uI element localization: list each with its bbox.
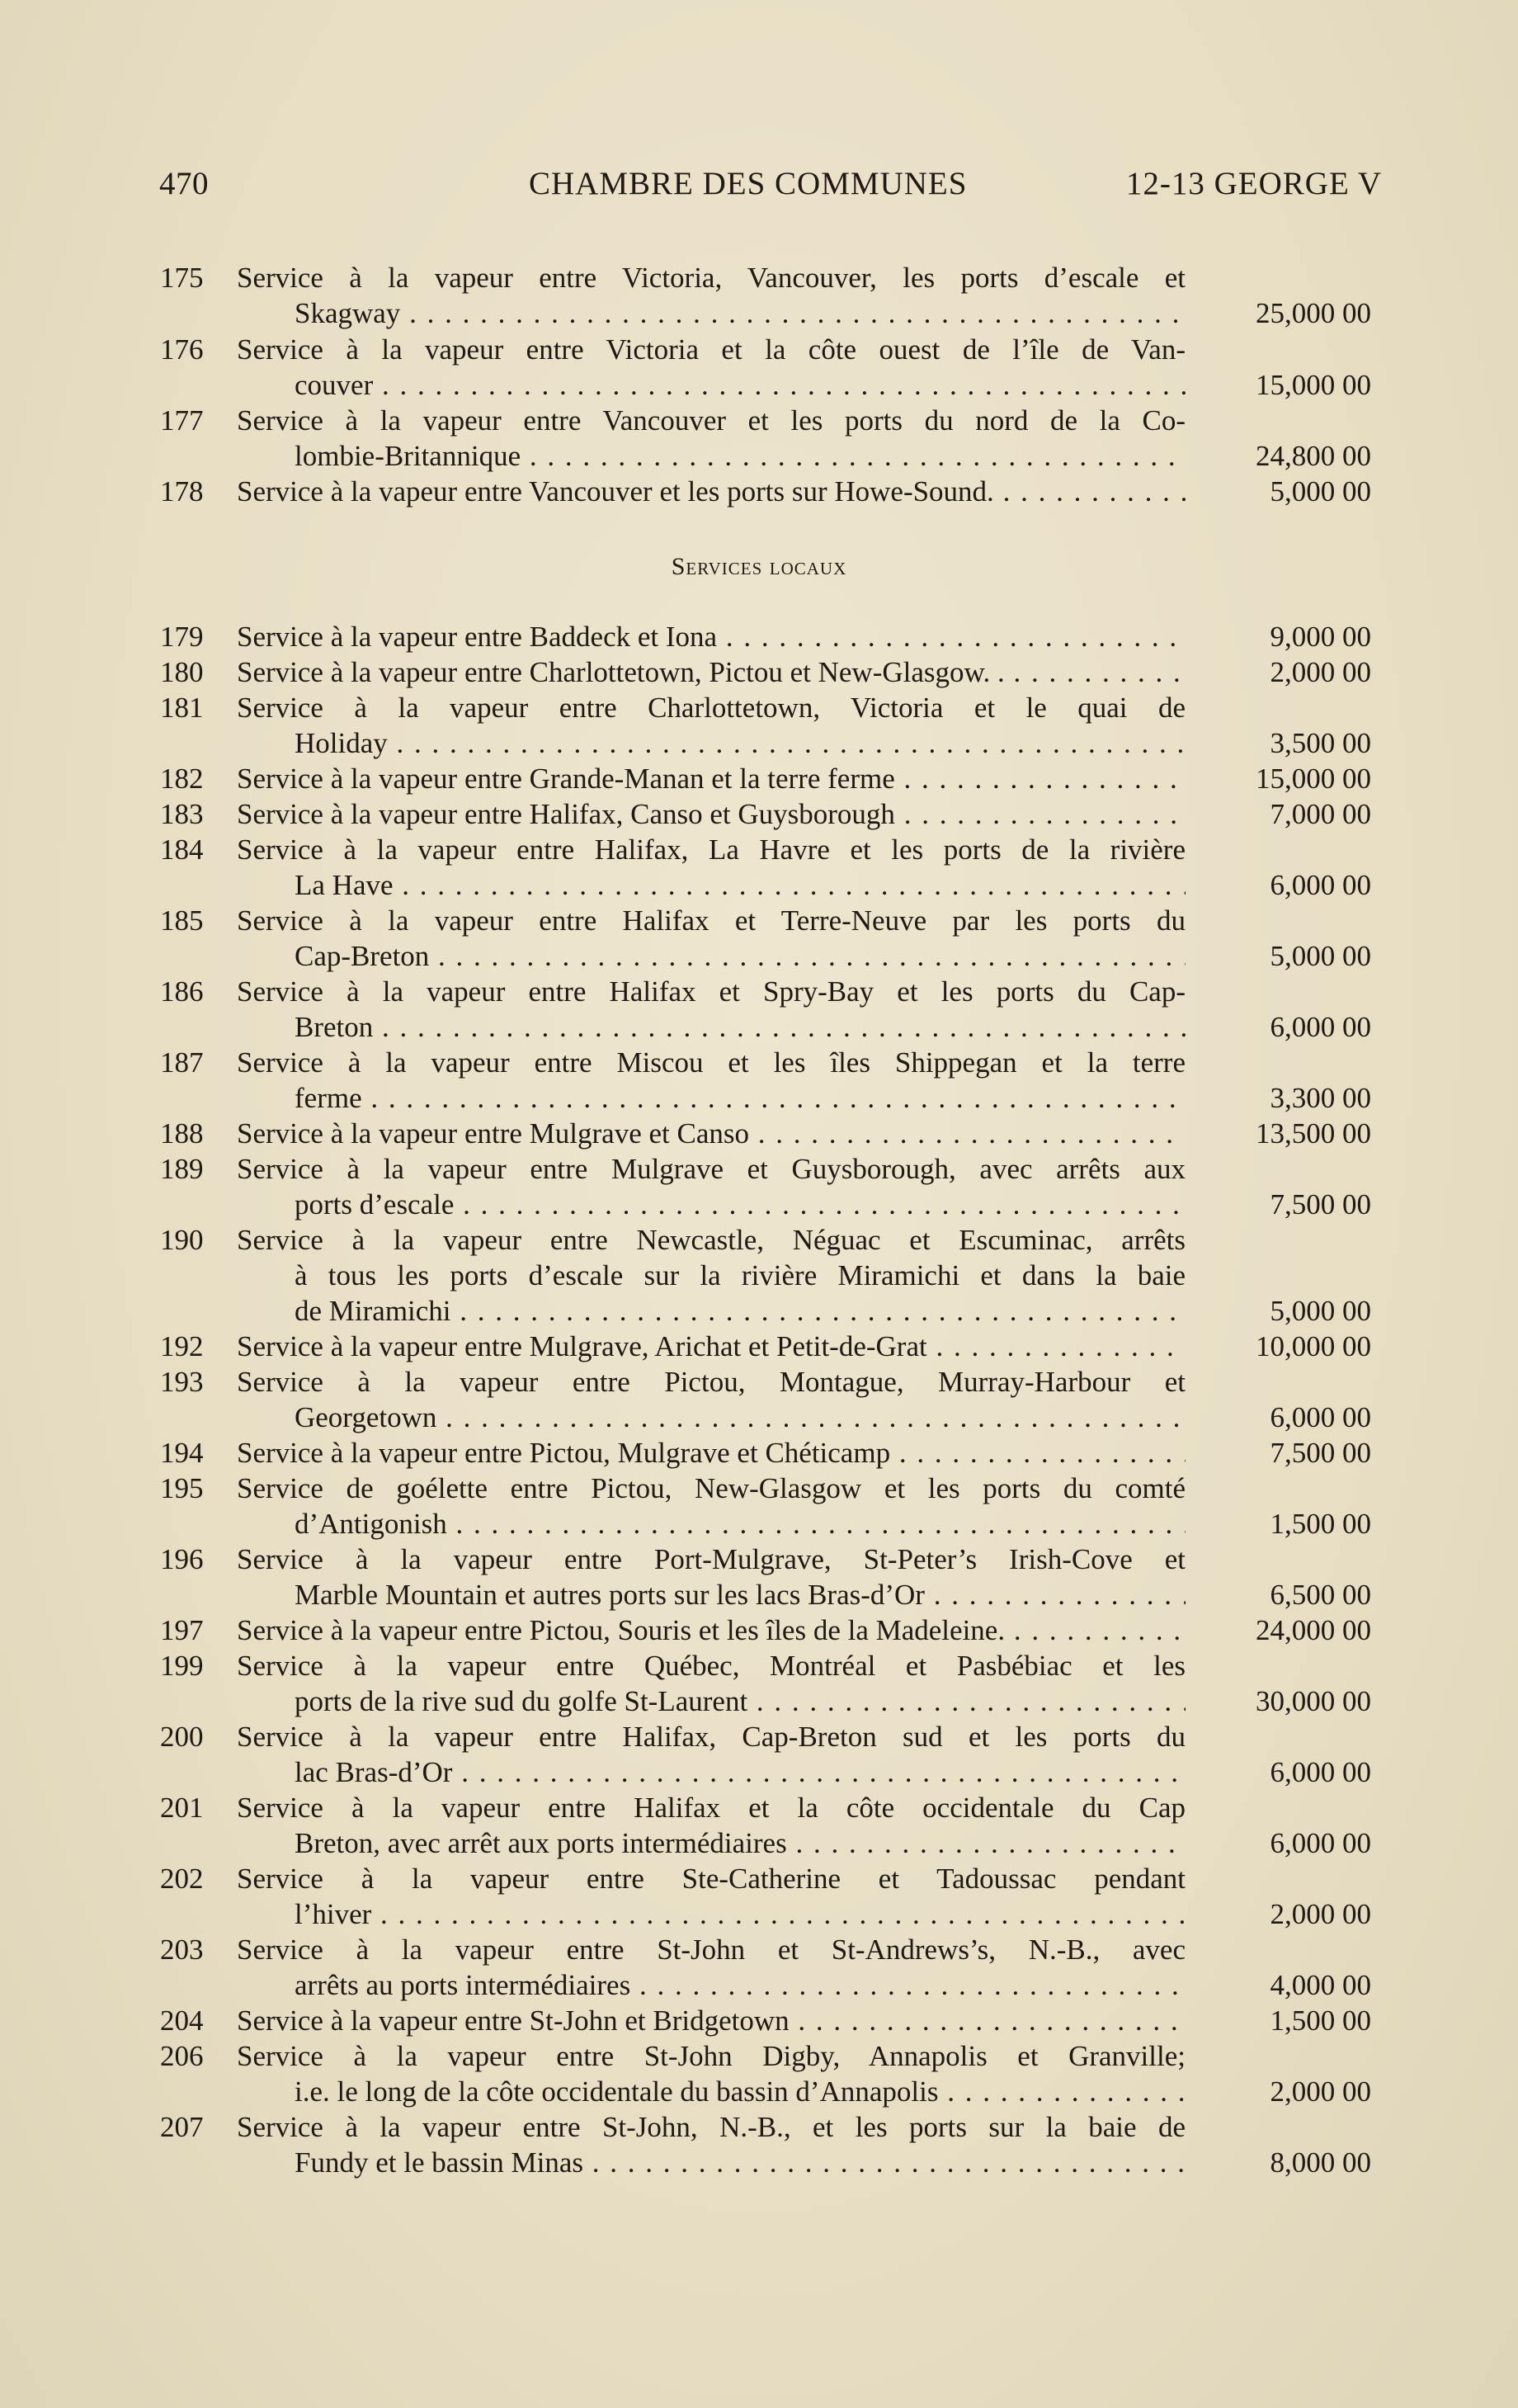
entry-description: Service à la vapeur entre Mulgrave et Guysborough, avec arrêts aux (237, 1153, 1186, 1185)
entry-number: 182 (160, 763, 204, 795)
entry-number: 200 (160, 1721, 204, 1753)
entry-number: 178 (160, 475, 204, 508)
entry-number: 189 (160, 1153, 204, 1185)
entry-amount: 7,500 00 (1270, 1437, 1371, 1469)
entry-amount: 6,000 00 (1270, 1756, 1371, 1788)
entry-description-continued: l’hiver . . . (295, 1896, 1186, 1932)
entry-amount: 6,000 00 (1270, 1401, 1371, 1433)
entry-description: Service à la vapeur entre Charlottetown, Victoria et le quai de (237, 692, 1186, 724)
entry-number: 179 (160, 621, 204, 653)
entry-amount: 1,500 00 (1270, 2004, 1371, 2037)
entry-description: Service à la vapeur entre Halifax, La Havre et les ports de la rivière (237, 833, 1186, 866)
entry-description: Service à la vapeur entre Pictou, Souris et les îles de la Madeleine. . . . (237, 1612, 1186, 1648)
entry-description-continued: Cap-Breton . . . (295, 938, 1186, 974)
entry-description: Service à la vapeur entre Vancouver et les ports du nord de la Co- (237, 404, 1186, 437)
entry-number: 177 (160, 404, 204, 437)
entry-number: 176 (160, 333, 204, 366)
entry-amount: 6,500 00 (1270, 1579, 1371, 1611)
entry-amount: 7,000 00 (1270, 798, 1371, 830)
entry-description: Service à la vapeur entre Newcastle, Néguac et Escuminac, arrêts (237, 1224, 1186, 1256)
entry-description-continued: i.e. le long de la côte occidentale du bassin d’Annapolis . . . (295, 2074, 1186, 2109)
entry-description-continued: Breton . . . (295, 1009, 1186, 1045)
entry-amount: 24,800 00 (1256, 440, 1371, 472)
entry-amount: 24,000 00 (1256, 1614, 1371, 1646)
entry-amount: 2,000 00 (1270, 656, 1371, 688)
entry-description: Service à la vapeur entre Miscou et les îles Shippegan et la terre (237, 1046, 1186, 1079)
entry-description: Service à la vapeur entre Port-Mulgrave, St-Peter’s Irish-Cove et (237, 1543, 1186, 1575)
entry-number: 184 (160, 833, 204, 866)
entry-description: Service à la vapeur entre Pictou, Mulgrave et Chéticamp . . . (237, 1435, 1186, 1471)
page-title: CHAMBRE DES COMMUNES (529, 166, 968, 201)
entry-amount: 6,000 00 (1270, 869, 1371, 901)
entry-description: Service à la vapeur entre Charlottetown, Pictou et New-Glasgow. . . . . (237, 654, 1186, 690)
entry-amount: 4,000 00 (1270, 1969, 1371, 2001)
entry-number: 183 (160, 798, 204, 830)
entry-number: 185 (160, 904, 204, 937)
entry-description: Service à la vapeur entre Ste-Catherine et Tadoussac pendant (237, 1863, 1186, 1895)
entry-description-continued: ports d’escale . . . (295, 1187, 1186, 1222)
entry-description: Service à la vapeur entre St-John Digby, Annapolis et Granville; (237, 2040, 1186, 2072)
entry-description-continued: à tous les ports d’escale sur la rivière Miramichi et dans la baie (295, 1259, 1186, 1291)
entry-number: 188 (160, 1117, 204, 1150)
entry-description-continued: ferme . . . (295, 1080, 1186, 1116)
entry-description: Service à la vapeur entre Halifax et la côte occidentale du Cap (237, 1792, 1186, 1824)
entry-description-continued: de Miramichi . . . (295, 1293, 1186, 1329)
entry-number: 181 (160, 692, 204, 724)
entry-number: 192 (160, 1330, 204, 1362)
entry-number: 186 (160, 975, 204, 1008)
entry-number: 201 (160, 1792, 204, 1824)
entry-description: Service de goélette entre Pictou, New-Glasgow et les ports du comté (237, 1472, 1186, 1504)
entry-description: Service à la vapeur entre Mulgrave et Canso . . . (237, 1116, 1186, 1151)
page-number: 470 (159, 166, 209, 201)
entry-number: 196 (160, 1543, 204, 1575)
entry-amount: 15,000 00 (1256, 369, 1371, 401)
entry-amount: 15,000 00 (1256, 763, 1371, 795)
entry-number: 180 (160, 656, 204, 688)
entry-number: 187 (160, 1046, 204, 1079)
entry-description: Service à la vapeur entre Halifax, Canso et Guysborough . . . (237, 796, 1186, 832)
entry-amount: 1,500 00 (1270, 1508, 1371, 1540)
entry-amount: 10,000 00 (1256, 1330, 1371, 1362)
entry-amount: 9,000 00 (1270, 621, 1371, 653)
entry-description: Service à la vapeur entre Halifax et Spry-Bay et les ports du Cap- (237, 975, 1186, 1008)
entry-amount: 6,000 00 (1270, 1011, 1371, 1043)
entry-description: Service à la vapeur entre Vancouver et les ports sur Howe-Sound. . . . (237, 474, 1186, 509)
entry-amount: 30,000 00 (1256, 1685, 1371, 1717)
entry-description: Service à la vapeur entre Victoria et la côte ouest de l’île de Van- (237, 333, 1186, 366)
entry-description-continued: La Have . . . (295, 867, 1186, 903)
entry-amount: 7,500 00 (1270, 1188, 1371, 1221)
entry-amount: 5,000 00 (1270, 1295, 1371, 1327)
entry-number: 202 (160, 1863, 204, 1895)
entry-number: 193 (160, 1366, 204, 1398)
entry-description: Service à la vapeur entre Halifax, Cap-Breton sud et les ports du (237, 1721, 1186, 1753)
entry-description: Service à la vapeur entre Halifax et Terre-Neuve par les ports du (237, 904, 1186, 937)
entry-description: Service à la vapeur entre Grande-Manan et la terre ferme . . . (237, 761, 1186, 796)
entry-amount: 3,500 00 (1270, 727, 1371, 759)
entry-number: 190 (160, 1224, 204, 1256)
entry-description: Service à la vapeur entre St-John et Bridgetown . . . (237, 2003, 1186, 2038)
entry-description: Service à la vapeur entre Pictou, Montague, Murray-Harbour et (237, 1366, 1186, 1398)
entry-amount: 6,000 00 (1270, 1827, 1371, 1859)
entry-description-continued: Breton, avec arrêt aux ports intermédiaires . . . (295, 1825, 1186, 1861)
entry-number: 207 (160, 2111, 204, 2143)
entry-description-continued: Skagway . . . (295, 295, 1186, 331)
entry-number: 203 (160, 1933, 204, 1966)
entry-description: Service à la vapeur entre Baddeck et Iona . . . (237, 619, 1186, 654)
entry-amount: 2,000 00 (1270, 1898, 1371, 1930)
entry-description-continued: Fundy et le bassin Minas . . . (295, 2145, 1186, 2180)
entry-amount: 8,000 00 (1270, 2146, 1371, 2179)
entry-description-continued: Marble Mountain et autres ports sur les lacs Bras-d’Or . . . (295, 1577, 1186, 1612)
entry-description-continued: d’Antigonish . . . (295, 1506, 1186, 1542)
entry-description: Service à la vapeur entre St-John et St-Andrews’s, N.-B., avec (237, 1933, 1186, 1966)
entry-number: 199 (160, 1650, 204, 1682)
entry-description-continued: lac Bras-d’Or . . . (295, 1754, 1186, 1790)
entry-number: 194 (160, 1437, 204, 1469)
page-header (159, 165, 1382, 205)
entry-number: 175 (160, 262, 204, 294)
entry-number: 195 (160, 1472, 204, 1504)
entry-description: Service à la vapeur entre Québec, Montréal et Pasbébiac et les (237, 1650, 1186, 1682)
entry-number: 204 (160, 2004, 204, 2037)
entry-amount: 25,000 00 (1256, 297, 1371, 329)
entry-description: Service à la vapeur entre St-John, N.-B., et les ports sur la baie de (237, 2111, 1186, 2143)
section-heading-local: Services locaux (671, 553, 847, 580)
entry-amount: 3,300 00 (1270, 1082, 1371, 1114)
entry-description: Service à la vapeur entre Mulgrave, Arichat et Petit-de-Grat . . . (237, 1329, 1186, 1364)
entry-description-continued: arrêts au ports intermédiaires . . . (295, 1967, 1186, 2003)
entry-description-continued: ports de la rive sud du golfe St-Laurent . . . (295, 1683, 1186, 1719)
entry-description: Service à la vapeur entre Victoria, Vancouver, les ports d’escale et (237, 262, 1186, 294)
entry-description-continued: couver . . . (295, 367, 1186, 403)
entry-amount: 5,000 00 (1270, 940, 1371, 972)
reign-label: 12-13 GEORGE V (1125, 166, 1382, 201)
entry-description-continued: lombie-Britannique . . . (295, 438, 1186, 474)
entry-number: 206 (160, 2040, 204, 2072)
entry-amount: 2,000 00 (1270, 2075, 1371, 2108)
entry-number: 197 (160, 1614, 204, 1646)
entry-amount: 13,500 00 (1256, 1117, 1371, 1150)
entry-description-continued: Holiday . . . (295, 725, 1186, 761)
entry-amount: 5,000 00 (1270, 475, 1371, 508)
entry-description-continued: Georgetown . . . (295, 1400, 1186, 1435)
